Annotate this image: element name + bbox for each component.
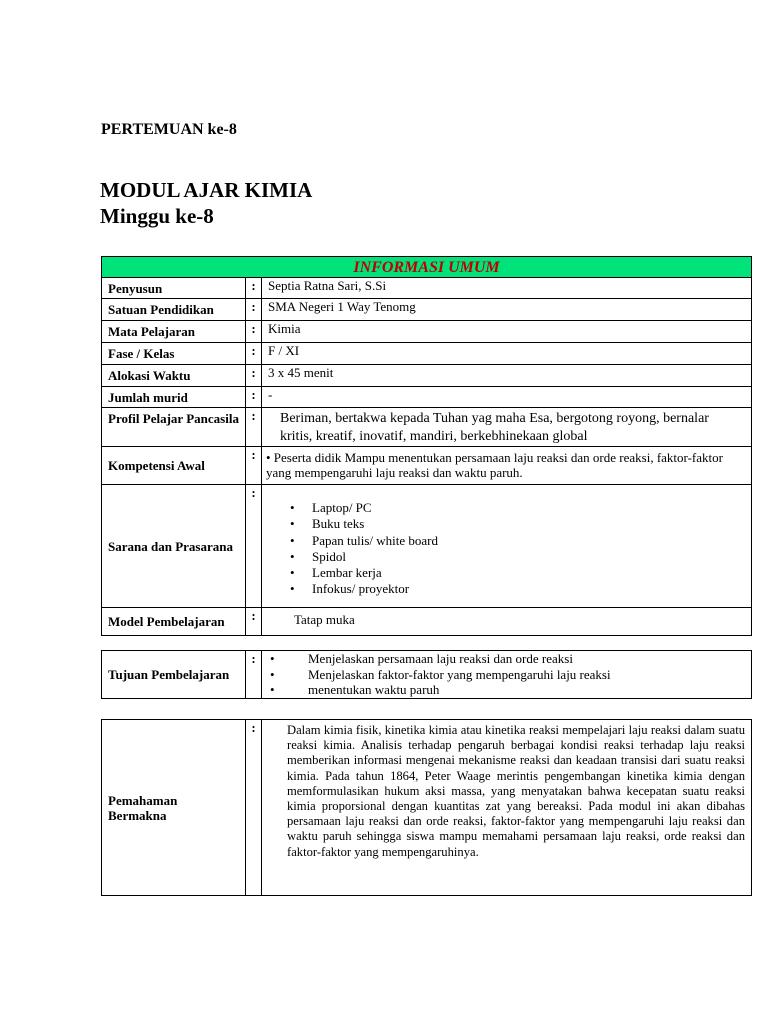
list-item: • Laptop/ PC <box>290 500 745 516</box>
list-item: • menentukan waktu paruh <box>270 682 745 698</box>
list-item: • Lembar kerja <box>290 565 745 581</box>
list-item: • Infokus/ proyektor <box>290 581 745 597</box>
table-row <box>102 299 752 321</box>
row-value: 3 x 45 menit <box>262 365 752 387</box>
row-colon: : <box>246 299 262 321</box>
row-label: Tujuan Pembelajaran <box>102 651 246 699</box>
tujuan-list <box>262 651 745 698</box>
row-label: Jumlah murid <box>102 387 246 408</box>
table-row <box>102 365 752 387</box>
sarana-list-cell <box>262 485 752 608</box>
row-label: Satuan Pendidikan <box>102 299 246 321</box>
row-label: Model Pembelajaran <box>102 608 246 636</box>
page-title <box>100 177 312 229</box>
table-row <box>102 321 752 343</box>
table-row <box>102 720 752 896</box>
table-row <box>102 485 752 608</box>
list-item: • Papan tulis/ white board <box>290 533 745 549</box>
row-colon: : <box>246 278 262 299</box>
row-value: F / XI <box>262 343 752 365</box>
pemahaman-text: Dalam kimia fisik, kinetika kimia atau kinetika reaksi mempelajari laju reaksi dalam suatu reaksi kimia. Analisis terhadap pengaruh berbagai kondisi reaksi terhadap laju reaksi memberikan informasi mengenai mekanisme reaksi dan keadaan transisi dari suatu reaksi kimia. Pada tahun 1864, Peter Waage merintis pengembangan kinetika kimia dengan memformulasikan hukum aksi massa, yang menyatakan bahwa kecepatan suatu reaksi kimia proporsional dengan kuantitas zat yang bereaksi. Pada modul ini akan dibahas persamaan laju reaksi dan orde reaksi, faktor-faktor yang mempengaruhi laju reaksi dan waktu paruh sehingga siswa mampu memahami persamaan laju reaksi, orde reaksi dan faktor-faktor yang mempengaruhinya. <box>287 723 745 859</box>
meeting-label: PERTEMUAN ke-8 <box>101 121 237 138</box>
info-table <box>101 256 752 636</box>
profil-value: Beriman, bertakwa kepada Tuhan yag maha Esa, bergotong royong, bernalar kritis, kreatif, inovatif, mandiri, berkebhinekaan global <box>262 408 752 447</box>
sarana-list <box>268 500 745 598</box>
row-label: Sarana dan Prasarana <box>102 485 246 608</box>
row-colon: : <box>246 720 262 896</box>
table-row <box>102 608 752 636</box>
pemahaman-cell <box>262 720 752 896</box>
row-colon: : <box>246 447 262 485</box>
row-colon: : <box>246 321 262 343</box>
info-header-row <box>102 257 752 278</box>
row-label: Alokasi Waktu <box>102 365 246 387</box>
list-item: • Buku teks <box>290 516 745 532</box>
row-value: Kimia <box>262 321 752 343</box>
row-colon: : <box>246 651 262 699</box>
kompetensi-value: • Peserta didik Mampu menentukan persamaan laju reaksi dan orde reaksi, faktor-faktor yang mempengaruhi laju reaksi dan waktu paruh. <box>262 447 752 485</box>
row-colon: : <box>246 485 262 608</box>
tujuan-table <box>101 650 752 699</box>
info-heading: INFORMASI UMUM <box>102 257 752 278</box>
row-label: Penyusun <box>102 278 246 299</box>
row-colon: : <box>246 408 262 447</box>
pemahaman-table <box>101 719 752 896</box>
row-label: Profil Pelajar Pancasila <box>102 408 246 447</box>
row-label: Mata Pelajaran <box>102 321 246 343</box>
table-row <box>102 651 752 699</box>
table-row <box>102 408 752 447</box>
table-row <box>102 343 752 365</box>
list-item: • Spidol <box>290 549 745 565</box>
row-value: Septia Ratna Sari, S.Si <box>262 278 752 299</box>
model-value: Tatap muka <box>262 608 752 636</box>
row-value: SMA Negeri 1 Way Tenomg <box>262 299 752 321</box>
row-colon: : <box>246 343 262 365</box>
row-colon: : <box>246 608 262 636</box>
list-item: • Menjelaskan persamaan laju reaksi dan orde reaksi <box>270 651 745 667</box>
table-row <box>102 387 752 408</box>
table-row <box>102 278 752 299</box>
list-item: • Menjelaskan faktor-faktor yang mempengaruhi laju reaksi <box>270 667 745 683</box>
row-label: Fase / Kelas <box>102 343 246 365</box>
row-label: Kompetensi Awal <box>102 447 246 485</box>
row-colon: : <box>246 387 262 408</box>
row-label: Pemahaman Bermakna <box>102 720 246 896</box>
title-line-2: Minggu ke-8 <box>100 204 214 228</box>
tujuan-list-cell <box>262 651 752 699</box>
title-line-1: MODUL AJAR KIMIA <box>100 178 313 202</box>
row-colon: : <box>246 365 262 387</box>
table-row <box>102 447 752 485</box>
row-value: - <box>262 387 752 408</box>
